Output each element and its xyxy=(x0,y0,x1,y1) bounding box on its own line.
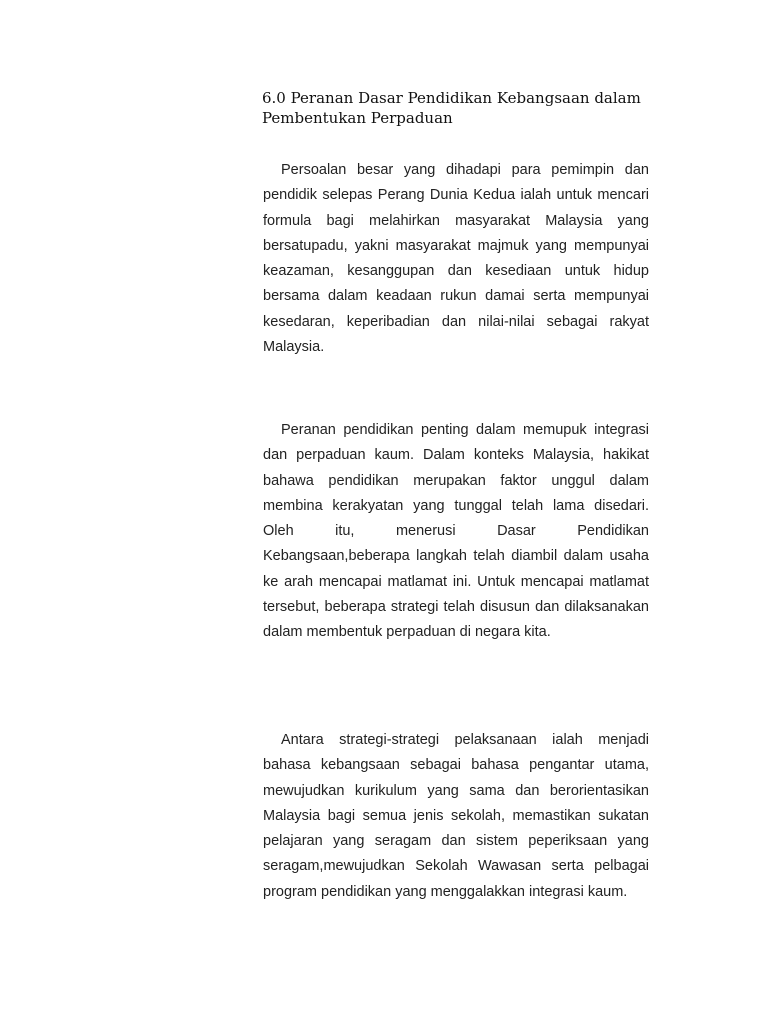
paragraph-3: Antara strategi-strategi pelaksanaan ialah menjadi bahasa kebangsaan sebagai bahasa pengantar utama, mewujudkan kurikulum yang sama dan berorientasikan Malaysia bagi semua jenis sekolah, memastikan sukatan pelajaran yang seragam dan sistem peperiksaan yang seragam,mewujudkan Sekolah Wawasan serta pelbagai program pendidikan yang menggalakkan integrasi kaum. xyxy=(263,732,649,900)
section-heading: 6.0 Peranan Dasar Pendidikan Kebangsaan dalam Pembentukan Perpaduan xyxy=(262,89,641,127)
paragraph-1: Persoalan besar yang dihadapi para pemimpin dan pendidik selepas Perang Dunia Kedua ialah untuk mencari formula bagi melahirkan masyarakat Malaysia yang bersatupadu, yakni masyarakat majmuk yang mempunyai keazaman, kesanggupan dan kesediaan untuk hidup bersama dalam keadaan rukun damai serta mempunyai kesedaran, keperibadian dan nilai-nilai sebagai rakyat Malaysia. xyxy=(263,162,649,356)
paragraph-2: Peranan pendidikan penting dalam memupuk integrasi dan perpaduan kaum. Dalam konteks Malaysia, hakikat bahawa pendidikan merupakan faktor unggul dalam membina kerakyatan yang tunggal telah lama disedari. Oleh itu, menerusi Dasar Pendidikan Kebangsaan,beberapa langkah telah diambil dalam usaha ke arah mencapai matlamat ini. Untuk mencapai matlamat tersebut, beberapa strategi telah disusun dan dilaksanakan dalam membentuk perpaduan di negara kita. xyxy=(263,422,649,641)
